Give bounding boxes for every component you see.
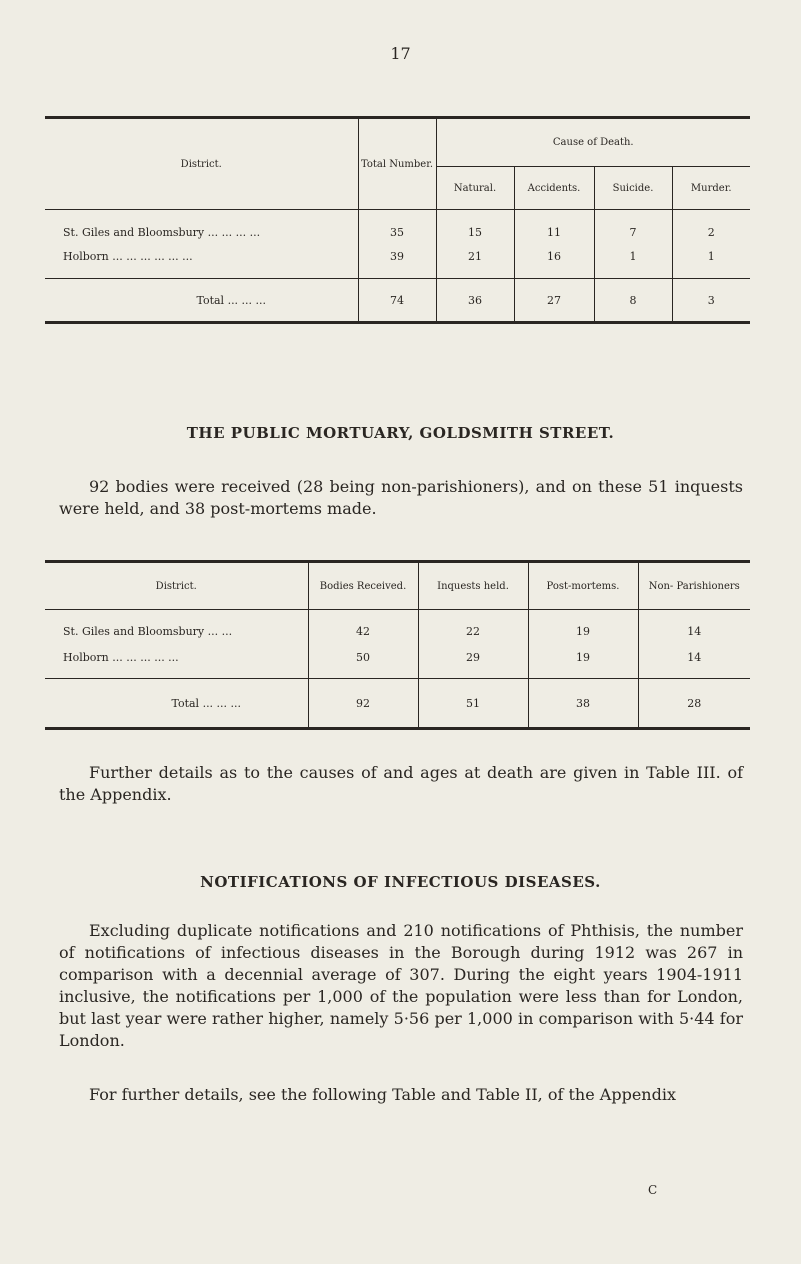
header-post-mortems: Post-mortems.	[528, 562, 638, 610]
total-label: Total ... ... ...	[45, 279, 358, 323]
row-district: St. Giles and Bloomsbury ... ...	[63, 624, 233, 638]
mortuary-heading: THE PUBLIC MORTUARY, GOLDSMITH STREET.	[186, 424, 615, 442]
table-row	[45, 220, 750, 244]
cell-inquests: 51	[418, 679, 528, 729]
cell-inquests: 29	[418, 644, 528, 670]
header-inquests-held: Inquests held.	[418, 562, 528, 610]
header-accidents: Accidents.	[514, 167, 594, 210]
cell-post-mortems: 38	[528, 679, 638, 729]
cell-bodies: 92	[308, 679, 418, 729]
mortuary-paragraph: 92 bodies were received (28 being non-parishioners), and on these 51 inquests were held, and 38 post-mortems made.	[59, 477, 743, 518]
header-district: District.	[45, 118, 358, 210]
cell-post-mortems: 19	[528, 644, 638, 670]
further-details-paragraph: Further details as to the causes of and ages at death are given in Table III. of the Appendix.	[59, 763, 743, 804]
cell-inquests: 22	[418, 618, 528, 644]
page-number: 17	[390, 44, 411, 63]
cell-non-parishioners: 14	[638, 644, 750, 670]
mortuary-table	[45, 560, 750, 730]
table-row	[45, 244, 750, 268]
cell-total: 74	[358, 279, 436, 323]
table-row	[45, 618, 750, 644]
row-district: St. Giles and Bloomsbury ... ... ... ...	[63, 225, 261, 239]
total-row	[45, 279, 750, 323]
cell-suicide: 8	[594, 279, 672, 323]
cell-total: 35	[358, 220, 436, 244]
header-district: District.	[155, 580, 197, 592]
cell-suicide: 7	[594, 220, 672, 244]
cell-non-parishioners: 14	[638, 618, 750, 644]
cell-total: 39	[358, 244, 436, 268]
cell-bodies: 50	[308, 644, 418, 670]
cause-of-death-table	[45, 116, 750, 324]
header-natural: Natural.	[436, 167, 514, 210]
header-non-parishioners: Non- Parishioners	[638, 562, 750, 610]
cell-accidents: 11	[514, 220, 594, 244]
cell-suicide: 1	[594, 244, 672, 268]
cell-post-mortems: 19	[528, 618, 638, 644]
notifications-paragraph: Excluding duplicate notifications and 210 notifications of Phthisis, the number of notifications of infectious diseases in the Borough during 1912 was 267 in comparison with a decennial average of 307. During the eight years 1904-1911 inclusive, the notifications per 1,000 of the population were less than for London, but last year were rather higher, namely 5·56 per 1,000 in comparison with 5·44 for London.	[59, 921, 743, 1050]
cell-bodies: 42	[308, 618, 418, 644]
cell-murder: 3	[672, 279, 750, 323]
row-district: Holborn ... ... ... ... ...	[63, 650, 179, 664]
header-total-number: Total Number.	[358, 118, 436, 210]
further-details-appendix: For further details, see the following Table and Table II, of the Appendix	[89, 1085, 676, 1104]
total-row	[45, 679, 750, 729]
signature-mark: C	[648, 1183, 658, 1197]
notifications-heading: NOTIFICATIONS OF INFECTIOUS DISEASES.	[200, 873, 601, 891]
cell-accidents: 27	[514, 279, 594, 323]
cell-accidents: 16	[514, 244, 594, 268]
header-murder: Murder.	[672, 167, 750, 210]
header-bodies-received: Bodies Received.	[308, 562, 418, 610]
cell-murder: 2	[672, 220, 750, 244]
total-label: Total ... ... ...	[45, 679, 308, 729]
header-cause-of-death: Cause of Death.	[436, 118, 750, 167]
cell-non-parishioners: 28	[638, 679, 750, 729]
cell-natural: 36	[436, 279, 514, 323]
cell-natural: 21	[436, 244, 514, 268]
cell-natural: 15	[436, 220, 514, 244]
table-row	[45, 644, 750, 670]
row-district: Holborn ... ... ... ... ... ...	[63, 249, 193, 263]
cell-murder: 1	[672, 244, 750, 268]
header-suicide: Suicide.	[594, 167, 672, 210]
